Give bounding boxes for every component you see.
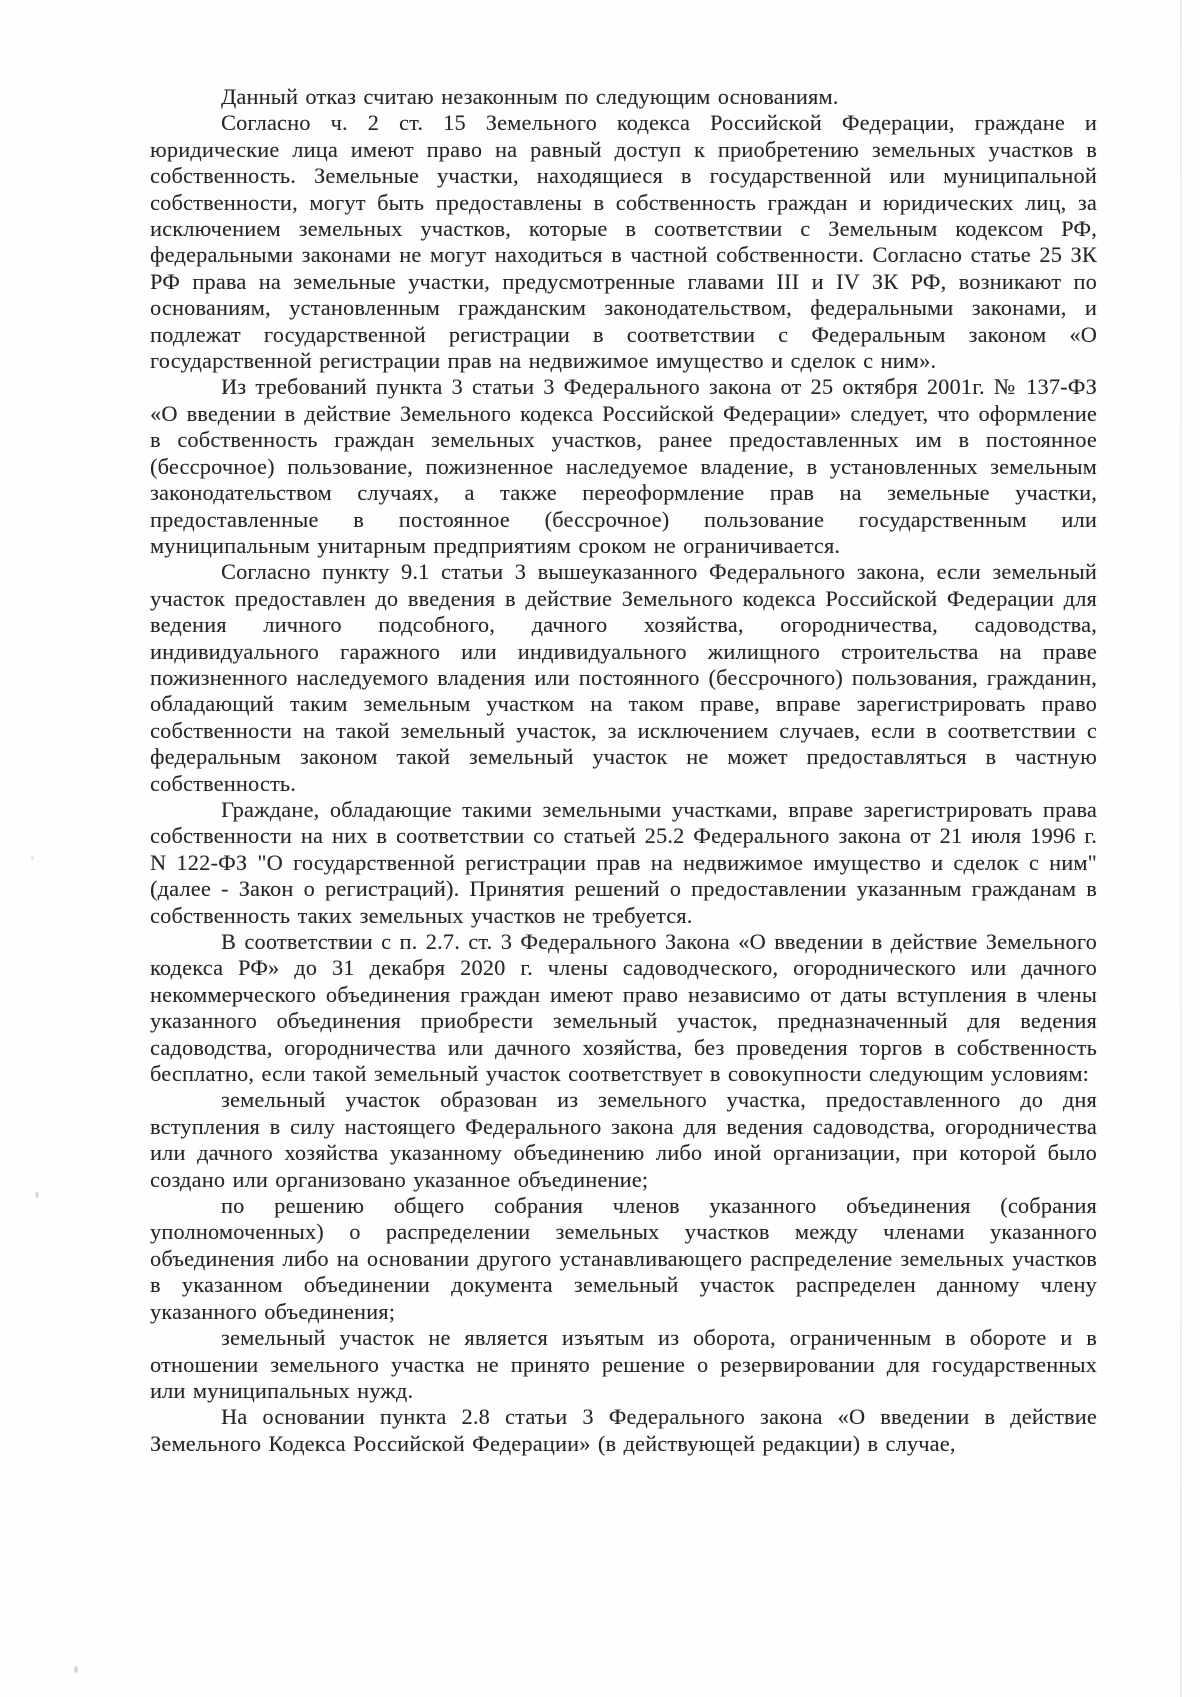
paragraph-intro: Данный отказ считаю незаконным по следующим основаниям. — [221, 84, 839, 109]
document-body — [150, 84, 1097, 1457]
paragraph-fz137-p3: Из требований пункта 3 статьи 3 Федерального закона от 25 октября 2001г. № 137-ФЗ «О введении в действие Земельного кодекса Российской Федерации» следует, что оформление в собственность граждан земельных участков, ранее предоставленных им в постоянное (бессрочное) пользование, пожизненное наследуемое владение, в установленных земельным законодательством случаях, а также переоформление прав на земельные участки, предоставленные в постоянное (бессрочное) пользование государственным или муниципальным унитарным предприятиям сроком не ограничивается. — [150, 374, 1097, 558]
scan-speck — [74, 1666, 78, 1673]
paragraph-condition-turnover: земельный участок не является изъятым из оборота, ограниченным в обороте и в отношении земельного участка не принято решение о резервировании для государственных или муниципальных нужд. — [150, 1325, 1097, 1403]
paragraph-fz137-p2-7: В соответствии с п. 2.7. ст. 3 Федерального Закона «О введении в действие Земельного кодекса РФ» до 31 декабря 2020 г. члены садоводческого, огороднического или дачного некоммерческого объединения граждан имеют право независимо от даты вступления в члены указанного объединения приобрести земельный участок, предназначенный для ведения садоводства, огородничества или дачного хозяйства, без проведения торгов в собственность бесплатно, если такой земельный участок соответствует в совокупности следующим условиям: — [150, 929, 1097, 1087]
paragraph-condition-formed: земельный участок образован из земельного участка, предоставленного до дня вступления в силу настоящего Федерального закона для ведения садоводства, огородничества или дачного хозяйства указанному объединению либо иной организации, при которой было создано или организовано указанное объединение; — [150, 1087, 1097, 1192]
paragraph-fz137-p9-1: Согласно пункту 9.1 статьи 3 вышеуказанного Федерального закона, если земельный участок предоставлен до введения в действие Земельного кодекса Российской Федерации для ведения личного подсобного, дачного хозяйства, огородничества, садоводства, индивидуального гаражного или индивидуального жилищного строительства на праве пожизненного наследуемого владения или постоянного (бессрочного) пользования, гражданин, обладающий таким земельным участком на таком праве, вправе зарегистрировать право собственности на такой земельный участок, за исключением случаев, если в соответствии с федеральным законом такой земельный участок не может предоставляться в частную собственность. — [150, 559, 1097, 796]
scan-speck — [31, 856, 34, 860]
paragraph-fz137-p2-8: На основании пункта 2.8 статьи 3 Федерального закона «О введении в действие Земельного Кодекса Российской Федерации» (в действующей редакции) в случае, — [150, 1404, 1097, 1456]
paragraph-condition-decision: по решению общего собрания членов указанного объединения (собрания уполномоченных) о распределении земельных участков между членами указанного объединения либо на основании другого устанавливающего распределение земельных участков в указанном объединении документа земельный участок распределен данному члену указанного объединения; — [150, 1193, 1097, 1324]
scan-speck — [35, 1192, 39, 1198]
paragraph-fz122-art25-2: Граждане, обладающие такими земельными участками, вправе зарегистрировать права собственности на них в соответствии со статьей 25.2 Федерального закона от 21 июля 1996 г. N 122-ФЗ "О государственной регистрации прав на недвижимое имущество и сделок с ним" (далее - Закон о регистраций). Принятия решений о предоставлении указанным гражданам в собственность таких земельных участков не требуется. — [150, 796, 1097, 928]
paragraph-zk-rf-art15: Согласно ч. 2 ст. 15 Земельного кодекса Российской Федерации, граждане и юридические лица имеют право на равный доступ к приобретению земельных участков в собственность. Земельные участки, находящиеся в государственной или муниципальной собственности, могут быть предоставлены в собственность граждан и юридических лиц, за исключением земельных участков, которые в соответствии с Земельным кодексом РФ, федеральными законами не могут находиться в частной собственности. Согласно статье 25 ЗК РФ права на земельные участки, предусмотренные главами III и IV ЗК РФ, возникают по основаниям, установленным гражданским законодательством, федеральными законами, и подлежат государственной регистрации в соответствии с Федеральным законом «О государственной регистрации прав на недвижимое имущество и сделок с ним». — [150, 110, 1097, 374]
scan-edge-line — [1180, 0, 1182, 1697]
